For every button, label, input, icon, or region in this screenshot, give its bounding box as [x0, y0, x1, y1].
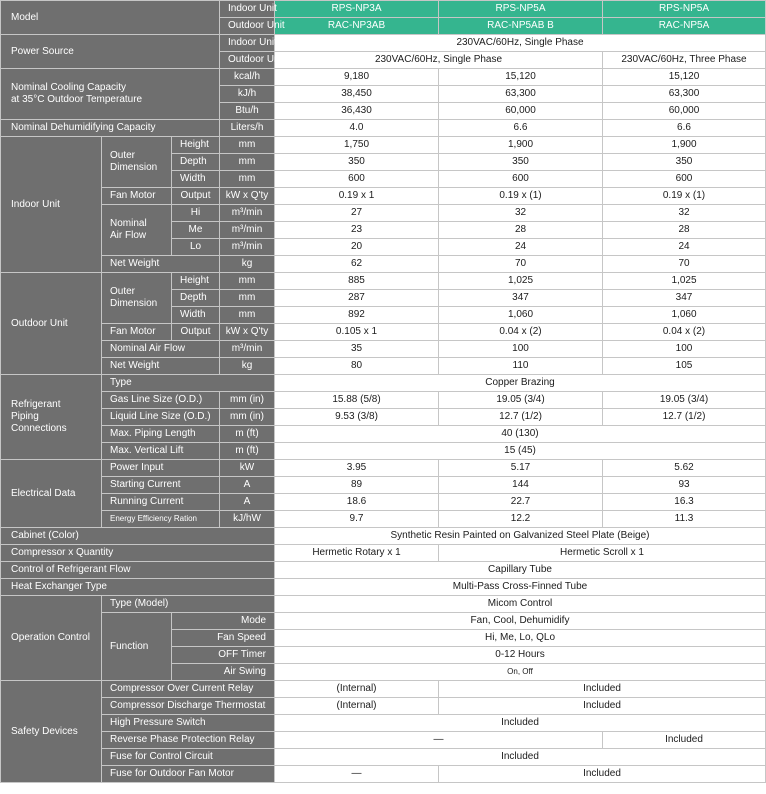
over-current-bc: Included [439, 681, 766, 698]
function-item-label: Air Swing [172, 664, 275, 681]
reverse-phase-label: Reverse Phase Protection Relay [102, 732, 275, 749]
indoor-unit-label: Indoor Unit [1, 137, 102, 273]
electrical-unit: A [220, 477, 275, 494]
control-flow-value: Capillary Tube [275, 562, 766, 579]
indoor-airflow-value: 24 [603, 239, 766, 256]
outdoor-fan-sub: Output [172, 324, 220, 341]
outdoor-weight-value: 105 [603, 358, 766, 375]
indoor-airflow-line1: Nominal [110, 218, 147, 229]
indoor-dim-unit: mm [220, 154, 275, 171]
outdoor-airflow-unit: m³/min [220, 341, 275, 358]
liquid-line-value: 9.53 (3/8) [275, 409, 439, 426]
max-lift-row [1, 443, 766, 460]
electrical-item-label: Power Input [102, 460, 220, 477]
cooling-value: 15,120 [439, 69, 603, 86]
indoor-airflow-line2: Air Flow [110, 230, 147, 241]
function-item-value: 0-12 Hours [275, 647, 766, 664]
outdoor-weight-row [1, 358, 766, 375]
indoor-fan-value: 0.19 x (1) [603, 188, 766, 205]
cooling-unit: kJ/h [220, 86, 275, 103]
cooling-value: 9,180 [275, 69, 439, 86]
max-lift-value: 15 (45) [275, 443, 766, 460]
cooling-unit: Btu/h [220, 103, 275, 120]
power-outdoor-single: 230VAC/60Hz, Single Phase [275, 52, 603, 69]
electrical-unit: kJ/hW [220, 511, 275, 528]
indoor-dim-label: Width [172, 171, 220, 188]
electrical-row [1, 494, 766, 511]
indoor-airflow-value: 28 [439, 222, 603, 239]
outdoor-dim-label: Width [172, 307, 220, 324]
indoor-dim-unit: mm [220, 171, 275, 188]
outdoor-dim-value: 892 [275, 307, 439, 324]
model-indoor-b: RPS-NP5A [439, 1, 603, 18]
indoor-weight-value: 62 [275, 256, 439, 273]
control-flow-label: Control of Refrigerant Flow [1, 562, 275, 579]
outdoor-airflow-value: 100 [603, 341, 766, 358]
electrical-value: 3.95 [275, 460, 439, 477]
indoor-airflow-speed: Hi [172, 205, 220, 222]
outdoor-airflow-row [1, 341, 766, 358]
indoor-fan-value: 0.19 x (1) [439, 188, 603, 205]
indoor-airflow-row [1, 205, 766, 222]
outdoor-unit-label: Outdoor Unit [1, 273, 102, 375]
fuse-fan-a: — [275, 766, 439, 783]
function-item-value: Fan, Cool, Dehumidify [275, 613, 766, 630]
compressor-value-a: Hermetic Rotary x 1 [275, 545, 439, 562]
outdoor-dim-unit: mm [220, 273, 275, 290]
cooling-label [1, 69, 220, 120]
electrical-value: 22.7 [439, 494, 603, 511]
power-indoor-label: Indoor Unit [220, 35, 275, 52]
refrigerant-type-value: Copper Brazing [275, 375, 766, 392]
power-label: Power Source [1, 35, 220, 69]
indoor-fan-row [1, 188, 766, 205]
electrical-value: 93 [603, 477, 766, 494]
outdoor-dim-label: Height [172, 273, 220, 290]
cooling-row [1, 69, 766, 86]
outdoor-dim-value: 287 [275, 290, 439, 307]
max-length-unit: m (ft) [220, 426, 275, 443]
operation-label: Operation Control [1, 596, 102, 681]
indoor-airflow-value: 23 [275, 222, 439, 239]
max-length-value: 40 (130) [275, 426, 766, 443]
indoor-dim-value: 1,900 [439, 137, 603, 154]
indoor-dim-value: 350 [439, 154, 603, 171]
indoor-airflow-unit: m³/min [220, 222, 275, 239]
fuse-fan-row [1, 766, 766, 783]
outdoor-dim-value: 347 [439, 290, 603, 307]
indoor-fan-value: 0.19 x 1 [275, 188, 439, 205]
outdoor-weight-label: Net Weight [102, 358, 220, 375]
cooling-value: 38,450 [275, 86, 439, 103]
over-current-row [1, 681, 766, 698]
cooling-unit: kcal/h [220, 69, 275, 86]
safety-label: Safety Devices [1, 681, 102, 783]
indoor-airflow-value: 32 [603, 205, 766, 222]
function-item-label: OFF Timer [172, 647, 275, 664]
high-pressure-label: High Pressure Switch [102, 715, 275, 732]
indoor-fan-label: Fan Motor [102, 188, 172, 205]
function-row [1, 613, 766, 630]
electrical-unit: A [220, 494, 275, 511]
outdoor-fan-value: 0.04 x (2) [603, 324, 766, 341]
electrical-item-label: Running Current [102, 494, 220, 511]
power-indoor-value: 230VAC/60Hz, Single Phase [275, 35, 766, 52]
compressor-label: Compressor x Quantity [1, 545, 275, 562]
electrical-value: 5.62 [603, 460, 766, 477]
operation-type-label: Type (Model) [102, 596, 275, 613]
high-pressure-row [1, 715, 766, 732]
reverse-phase-ab: — [275, 732, 603, 749]
indoor-dim-value: 600 [603, 171, 766, 188]
indoor-weight-unit: kg [220, 256, 275, 273]
compressor-value-b: Hermetic Scroll x 1 [439, 545, 766, 562]
indoor-weight-label: Net Weight [102, 256, 220, 273]
outdoor-dim-unit: mm [220, 307, 275, 324]
discharge-row [1, 698, 766, 715]
power-outdoor-label: Outdoor Unit [220, 52, 275, 69]
function-label: Function [102, 613, 172, 681]
liquid-line-value: 12.7 (1/2) [439, 409, 603, 426]
cooling-value: 60,000 [439, 103, 603, 120]
liquid-line-value: 12.7 (1/2) [603, 409, 766, 426]
indoor-outer-line2: Dimension [110, 162, 158, 173]
dehum-unit: Liters/h [220, 120, 275, 137]
max-lift-unit: m (ft) [220, 443, 275, 460]
indoor-fan-unit: kW x Q'ty [220, 188, 275, 205]
outdoor-weight-value: 110 [439, 358, 603, 375]
indoor-dim-value: 350 [275, 154, 439, 171]
electrical-value: 16.3 [603, 494, 766, 511]
cooling-label-line1: Nominal Cooling Capacity [11, 82, 127, 93]
control-flow-row [1, 562, 766, 579]
indoor-weight-value: 70 [439, 256, 603, 273]
heat-exchanger-value: Multi-Pass Cross-Finned Tube [275, 579, 766, 596]
max-lift-label: Max. Vertical Lift [102, 443, 220, 460]
refrigerant-type-label: Type [102, 375, 275, 392]
outdoor-dim-value: 347 [603, 290, 766, 307]
outdoor-dim-value: 1,025 [603, 273, 766, 290]
outdoor-fan-value: 0.105 x 1 [275, 324, 439, 341]
gas-line-unit: mm (in) [220, 392, 275, 409]
indoor-dim-value: 600 [439, 171, 603, 188]
electrical-label: Electrical Data [1, 460, 102, 528]
gas-line-row [1, 392, 766, 409]
liquid-line-row [1, 409, 766, 426]
indoor-fan-sub: Output [172, 188, 220, 205]
power-indoor-row [1, 35, 766, 52]
cabinet-label: Cabinet (Color) [1, 528, 275, 545]
indoor-airflow-value: 24 [439, 239, 603, 256]
function-item-value: On, Off [275, 664, 766, 681]
outdoor-weight-value: 80 [275, 358, 439, 375]
outdoor-dim-value: 885 [275, 273, 439, 290]
dehum-value: 6.6 [439, 120, 603, 137]
function-item-label: Fan Speed [172, 630, 275, 647]
cooling-value: 15,120 [603, 69, 766, 86]
discharge-a: (Internal) [275, 698, 439, 715]
electrical-value: 12.2 [439, 511, 603, 528]
fuse-control-row [1, 749, 766, 766]
model-outdoor-b: RAC-NP5AB B [439, 18, 603, 35]
indoor-dim-value: 350 [603, 154, 766, 171]
electrical-value: 144 [439, 477, 603, 494]
refrigerant-line3: Connections [11, 423, 67, 434]
indoor-airflow-value: 32 [439, 205, 603, 222]
max-length-row [1, 426, 766, 443]
electrical-value: 18.6 [275, 494, 439, 511]
indoor-dim-unit: mm [220, 137, 275, 154]
outdoor-dim-label: Depth [172, 290, 220, 307]
gas-line-value: 15.88 (5/8) [275, 392, 439, 409]
electrical-value: 89 [275, 477, 439, 494]
model-indoor-row [1, 1, 766, 18]
indoor-dim-value: 1,750 [275, 137, 439, 154]
indoor-airflow-value: 20 [275, 239, 439, 256]
indoor-airflow-unit: m³/min [220, 239, 275, 256]
model-outdoor-a: RAC-NP3AB [275, 18, 439, 35]
discharge-bc: Included [439, 698, 766, 715]
cooling-value: 60,000 [603, 103, 766, 120]
liquid-line-unit: mm (in) [220, 409, 275, 426]
outdoor-fan-value: 0.04 x (2) [439, 324, 603, 341]
electrical-item-label: Starting Current [102, 477, 220, 494]
cooling-value: 63,300 [439, 86, 603, 103]
model-indoor-a: RPS-NP3A [275, 1, 439, 18]
indoor-dim-row [1, 137, 766, 154]
refrigerant-type-row [1, 375, 766, 392]
operation-type-value: Micom Control [275, 596, 766, 613]
electrical-row [1, 477, 766, 494]
cooling-value: 63,300 [603, 86, 766, 103]
outdoor-outer-line2: Dimension [110, 298, 158, 309]
function-item-label: Mode [172, 613, 275, 630]
discharge-label: Compressor Discharge Thermostat [102, 698, 275, 715]
model-outdoor-label: Outdoor Unit [220, 18, 275, 35]
outdoor-dim-value: 1,060 [439, 307, 603, 324]
indoor-dim-label: Depth [172, 154, 220, 171]
indoor-airflow-unit: m³/min [220, 205, 275, 222]
electrical-unit: kW [220, 460, 275, 477]
cooling-value: 36,430 [275, 103, 439, 120]
outdoor-outer-line1: Outer [110, 286, 136, 297]
indoor-dim-value: 600 [275, 171, 439, 188]
max-length-label: Max. Piping Length [102, 426, 220, 443]
refrigerant-label [1, 375, 102, 460]
fuse-fan-label: Fuse for Outdoor Fan Motor [102, 766, 275, 783]
gas-line-value: 19.05 (3/4) [603, 392, 766, 409]
outdoor-fan-unit: kW x Q'ty [220, 324, 275, 341]
function-item-value: Hi, Me, Lo, QLo [275, 630, 766, 647]
outdoor-dim-unit: mm [220, 290, 275, 307]
electrical-value: 9.7 [275, 511, 439, 528]
heat-exchanger-row [1, 579, 766, 596]
electrical-row [1, 460, 766, 477]
dehum-label: Nominal Dehumidifying Capacity [1, 120, 220, 137]
model-indoor-label: Indoor Unit [220, 1, 275, 18]
over-current-label: Compressor Over Current Relay [102, 681, 275, 698]
indoor-outer-line1: Outer [110, 150, 136, 161]
operation-type-row [1, 596, 766, 613]
outdoor-fan-label: Fan Motor [102, 324, 172, 341]
reverse-phase-c: Included [603, 732, 766, 749]
model-indoor-c: RPS-NP5A [603, 1, 766, 18]
model-label: Model [1, 1, 220, 35]
refrigerant-line1: Refrigerant [11, 399, 61, 410]
fuse-control-value: Included [275, 749, 766, 766]
electrical-value: 5.17 [439, 460, 603, 477]
outdoor-airflow-label: Nominal Air Flow [102, 341, 220, 358]
electrical-item-label: Energy Efficiency Ration [102, 511, 220, 528]
indoor-airflow-value: 27 [275, 205, 439, 222]
dehum-value: 6.6 [603, 120, 766, 137]
outdoor-dim-value: 1,025 [439, 273, 603, 290]
cabinet-value: Synthetic Resin Painted on Galvanized Steel Plate (Beige) [275, 528, 766, 545]
indoor-weight-value: 70 [603, 256, 766, 273]
dehum-value: 4.0 [275, 120, 439, 137]
indoor-dim-value: 1,900 [603, 137, 766, 154]
refrigerant-line2: Piping [11, 411, 39, 422]
cabinet-row [1, 528, 766, 545]
electrical-row [1, 511, 766, 528]
reverse-phase-row [1, 732, 766, 749]
gas-line-label: Gas Line Size (O.D.) [102, 392, 220, 409]
fuse-control-label: Fuse for Control Circuit [102, 749, 275, 766]
indoor-outer-dimension-label [102, 137, 172, 188]
high-pressure-value: Included [275, 715, 766, 732]
compressor-row [1, 545, 766, 562]
outdoor-fan-row [1, 324, 766, 341]
over-current-a: (Internal) [275, 681, 439, 698]
indoor-dim-label: Height [172, 137, 220, 154]
outdoor-weight-unit: kg [220, 358, 275, 375]
fuse-fan-bc: Included [439, 766, 766, 783]
indoor-weight-row [1, 256, 766, 273]
dehum-row [1, 120, 766, 137]
liquid-line-label: Liquid Line Size (O.D.) [102, 409, 220, 426]
outdoor-airflow-value: 35 [275, 341, 439, 358]
outdoor-airflow-value: 100 [439, 341, 603, 358]
outdoor-outer-dimension-label [102, 273, 172, 324]
heat-exchanger-label: Heat Exchanger Type [1, 579, 275, 596]
indoor-airflow-value: 28 [603, 222, 766, 239]
gas-line-value: 19.05 (3/4) [439, 392, 603, 409]
outdoor-dim-row [1, 273, 766, 290]
cooling-label-line2: at 35°C Outdoor Temperature [11, 94, 143, 105]
outdoor-dim-value: 1,060 [603, 307, 766, 324]
power-outdoor-three: 230VAC/60Hz, Three Phase [603, 52, 766, 69]
model-outdoor-c: RAC-NP5A [603, 18, 766, 35]
indoor-airflow-label [102, 205, 172, 256]
indoor-airflow-speed: Lo [172, 239, 220, 256]
electrical-value: 11.3 [603, 511, 766, 528]
indoor-airflow-speed: Me [172, 222, 220, 239]
